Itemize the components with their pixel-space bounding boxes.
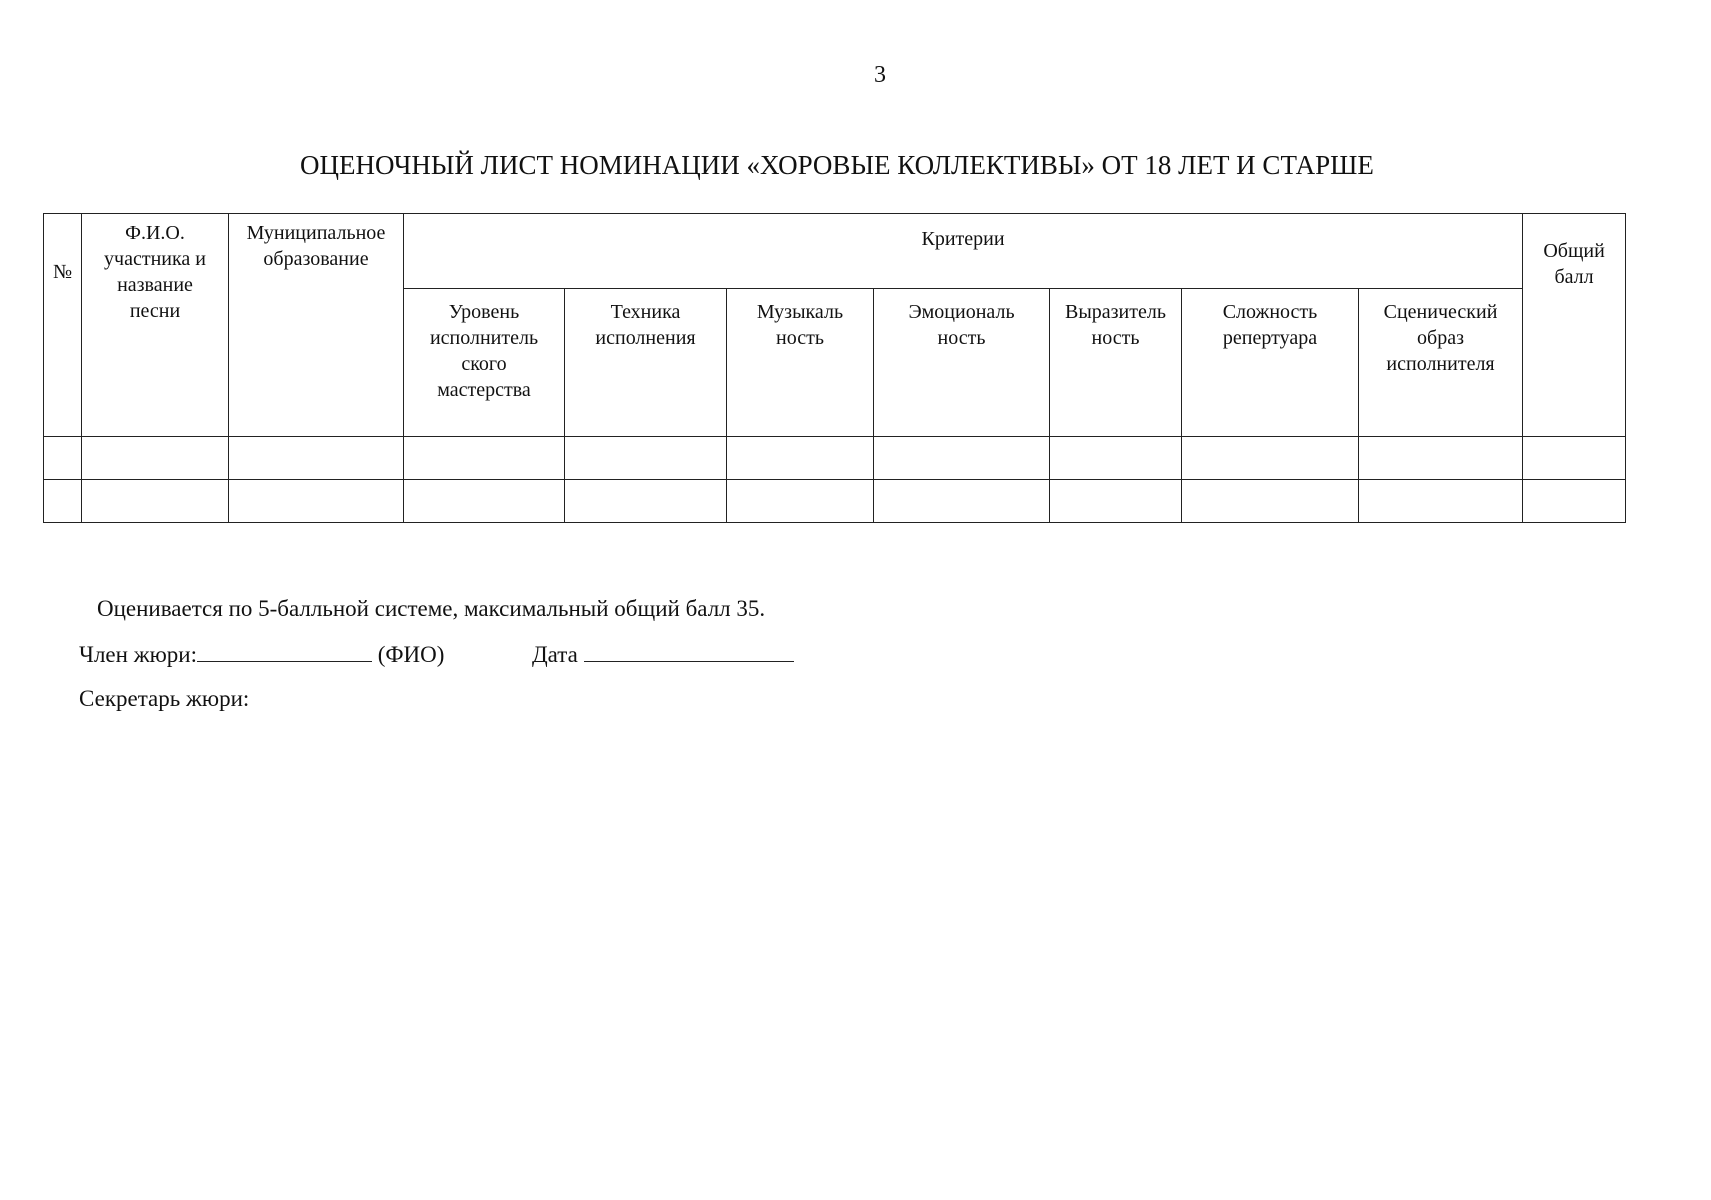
date-label: Дата [531, 642, 578, 667]
table-cell[interactable] [727, 437, 874, 480]
scoring-note: Оценивается по 5-балльной системе, максимальный общий балл 35. [97, 596, 766, 621]
table-cell[interactable] [565, 480, 727, 523]
table-cell[interactable] [1359, 437, 1523, 480]
header-municipality-line: образование [263, 248, 369, 270]
table-cell[interactable] [1359, 480, 1523, 523]
criterion-line: репертуара [1222, 327, 1318, 349]
criterion-line: мастерства [437, 379, 531, 401]
table-cell[interactable] [727, 480, 874, 523]
criterion-mastery [404, 289, 565, 437]
table-cell[interactable] [874, 480, 1050, 523]
header-total-score [1523, 214, 1626, 437]
table-cell[interactable] [44, 437, 82, 480]
table-cell[interactable] [1050, 437, 1182, 480]
jury-member-fio-label: (ФИО) [377, 642, 445, 667]
table-row [44, 480, 1626, 523]
table-cell[interactable] [404, 480, 565, 523]
table-cell[interactable] [874, 437, 1050, 480]
criterion-line: Сценический [1383, 301, 1498, 323]
header-criteria-label: Критерии [921, 228, 1005, 250]
table-cell[interactable] [82, 437, 229, 480]
criterion-line: Музыкаль [756, 301, 844, 323]
criterion-line: Уровень [448, 301, 520, 323]
table-cell[interactable] [44, 480, 82, 523]
secretary-line [79, 686, 249, 712]
table-cell[interactable] [229, 437, 404, 480]
evaluation-table [43, 213, 1626, 523]
table-row [44, 437, 1626, 480]
table-cell[interactable] [1523, 480, 1626, 523]
criterion-line: ность [776, 327, 824, 349]
header-number [44, 214, 82, 437]
criterion-line: образ [1417, 327, 1464, 349]
header-municipality [229, 214, 404, 437]
table-cell[interactable] [1523, 437, 1626, 480]
header-criteria-group [404, 214, 1523, 289]
table-cell[interactable] [82, 480, 229, 523]
table-cell[interactable] [1182, 480, 1359, 523]
criterion-line: Техника [610, 301, 681, 323]
criterion-line: ность [1091, 327, 1140, 349]
header-total-line: Общий [1543, 240, 1605, 262]
criterion-line: исполнения [595, 327, 696, 349]
header-total-line: балл [1554, 266, 1594, 288]
header-participant-line: участника и [104, 248, 206, 270]
table-cell[interactable] [1182, 437, 1359, 480]
table-cell[interactable] [1050, 480, 1182, 523]
criterion-line: исполнитель [429, 327, 539, 349]
header-participant-line: песни [129, 300, 181, 322]
secretary-label: Секретарь жюри: [79, 686, 250, 711]
page-number: 3 [874, 62, 886, 88]
criterion-line: ность [937, 327, 986, 349]
criterion-musicality [727, 289, 874, 437]
header-participant-line: название [117, 274, 193, 296]
document-title: ОЦЕНОЧНЫЙ ЛИСТ НОМИНАЦИИ «ХОРОВЫЕ КОЛЛЕКТИВЫ» ОТ 18 ЛЕТ И СТАРШЕ [300, 150, 1374, 180]
criterion-line: исполнителя [1386, 353, 1495, 375]
criterion-emotionality [874, 289, 1050, 437]
criterion-line: Эмоциональ [908, 301, 1015, 323]
header-participant-line: Ф.И.О. [125, 222, 185, 244]
jury-member-label: Член жюри: [79, 642, 197, 667]
table-cell[interactable] [404, 437, 565, 480]
criterion-expressiveness [1050, 289, 1182, 437]
date-blank[interactable] [584, 641, 794, 662]
criterion-technique [565, 289, 727, 437]
header-number-label: № [52, 261, 73, 283]
header-municipality-line: Муниципальное [246, 222, 386, 244]
criterion-line: Сложность [1222, 301, 1318, 323]
criterion-stage-image [1359, 289, 1523, 437]
table-cell[interactable] [229, 480, 404, 523]
table-cell[interactable] [565, 437, 727, 480]
jury-member-name-blank[interactable] [197, 641, 372, 662]
header-participant-name [82, 214, 229, 437]
jury-member-line [79, 641, 794, 668]
criterion-line: ского [461, 353, 507, 375]
criterion-line: Выразитель [1065, 301, 1166, 323]
criterion-repertoire-complexity [1182, 289, 1359, 437]
